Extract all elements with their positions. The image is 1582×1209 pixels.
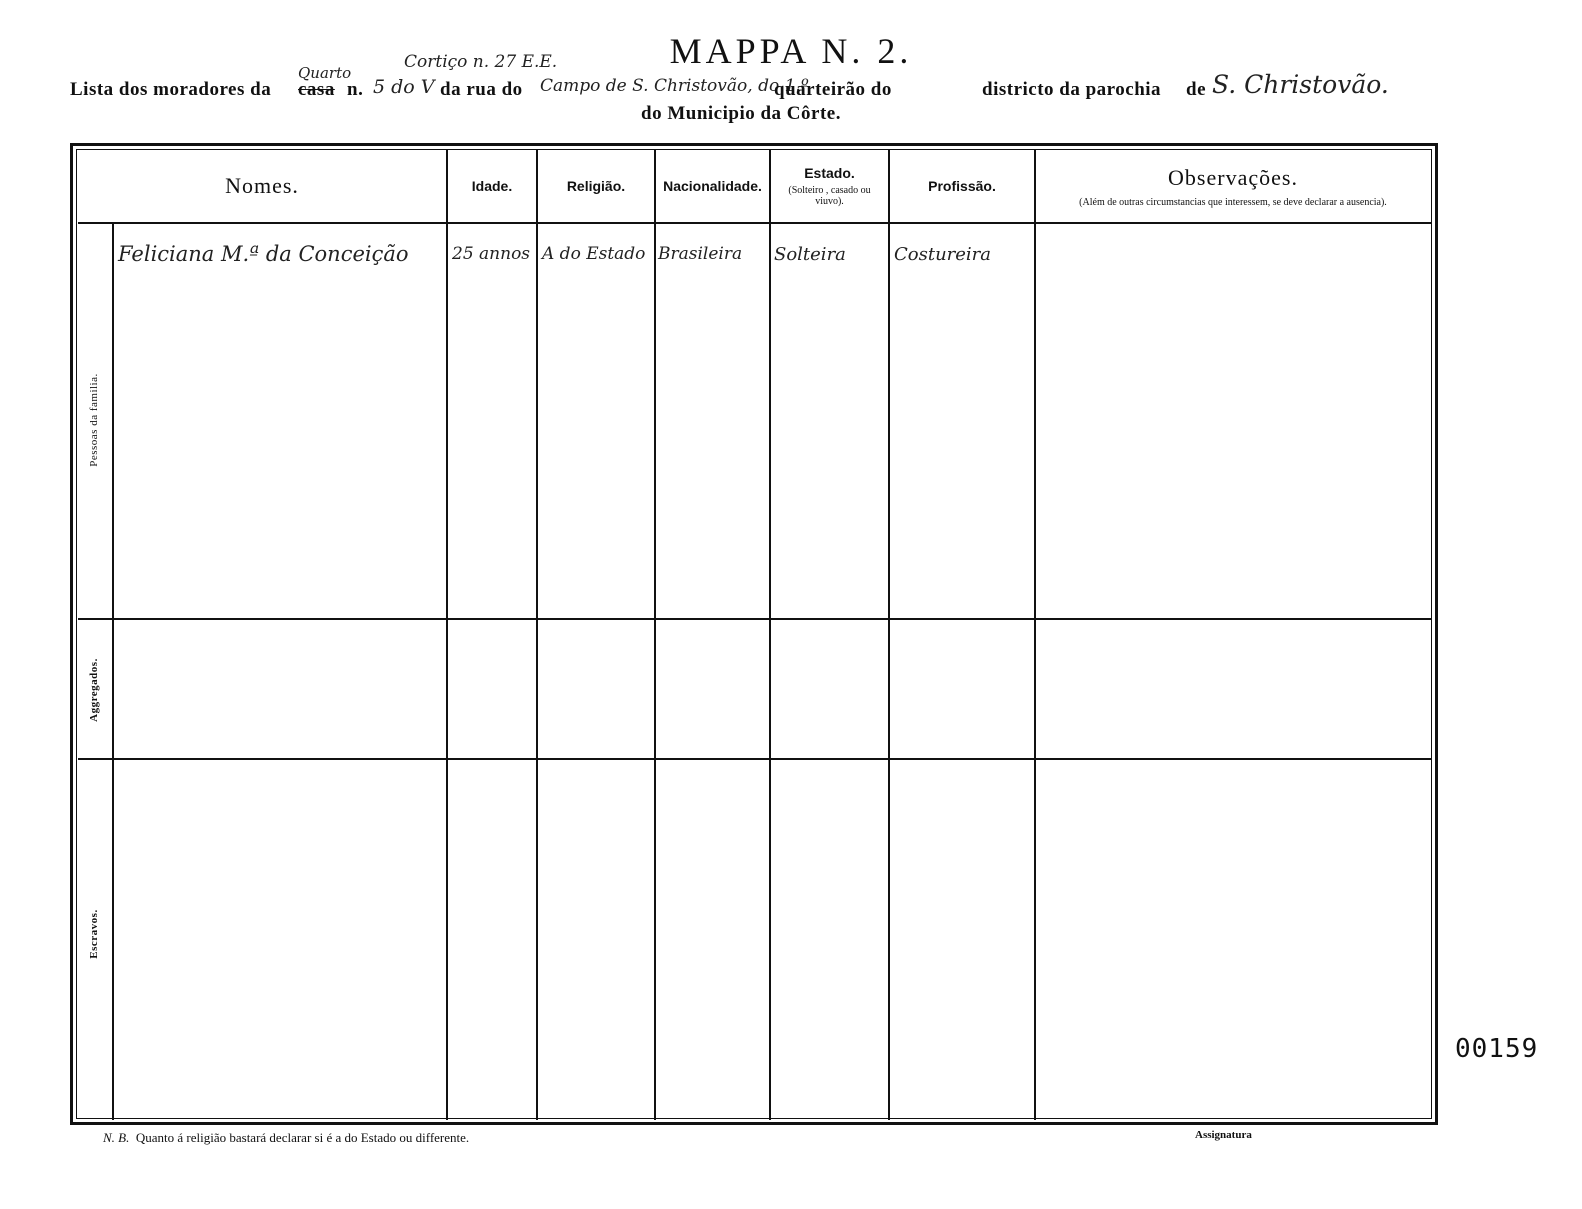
entry-estado: Solteira [774,244,846,265]
col-estado-label: Estado. [804,165,855,181]
col-religiao-label: Religião. [566,178,626,194]
casa-struck: casa [298,79,335,100]
table-inner-border [76,149,1432,1119]
col-sep-idade [446,150,448,1120]
col-observacoes-note: (Além de outras circumstancias que interessem, se deve declarar a ausencia). [1079,196,1387,208]
parish-handwritten: S. Christovão. [1212,70,1389,99]
section-label-escravos: Escravos. [88,909,100,959]
col-header-religiao [538,152,654,220]
section-label-familia: Pessoas da familia. [88,373,100,467]
col-estado-note: (Solteiro , casado ou viuvo). [788,185,871,207]
footer-nb-label: N. B. [103,1130,130,1145]
da-rua-label: da rua do [440,79,523,100]
street-handwritten: Campo de S. Christovão, do 1.º [540,76,809,96]
col-header-nacionalidade [656,152,769,220]
lista-prefix: Lista dos moradores da [70,79,272,100]
col-sep-profissao [888,150,890,1120]
col-sep-religiao [536,150,538,1120]
col-nomes-label: Nomes. [225,173,299,198]
col-sep-side [112,224,114,1120]
col-header-profissao [890,152,1034,220]
quarto-handwritten: Quarto [298,64,352,82]
section-label-aggregados: Aggregados. [88,658,100,722]
footer-nb-text: Quanto á religião bastará declarar si é a do Estado ou differente. [135,1130,470,1145]
municipio-label: do Municipio da Côrte. [641,103,841,124]
header-separator [78,222,1432,224]
entry-nome: Feliciana M.ª da Conceição [118,242,409,266]
quarteirao-label: quarteirão do [774,79,892,100]
entry-idade: 25 annos [452,244,531,264]
col-header-estado [771,152,888,220]
entry-nacionalidade: Brasileira [658,244,743,264]
col-sep-observacoes [1034,150,1036,1120]
col-nacionalidade-label: Nacionalidade. [663,178,762,194]
col-sep-nacionalidade [654,150,656,1120]
house-number-handwritten: 5 do V [373,76,435,98]
col-header-observacoes [1036,152,1430,220]
footer-note [103,1130,469,1146]
archive-stamp-number: 00159 [1455,1034,1539,1064]
col-sep-estado [769,150,771,1120]
entry-profissao: Costureira [894,244,992,265]
n-label: n. [347,79,364,100]
section-sep-aggregados [78,618,1432,620]
de-label: de [1186,79,1206,100]
section-sep-escravos [78,758,1432,760]
signature-label: Assignatura [1195,1129,1252,1141]
col-idade-label: Idade. [471,178,513,194]
districto-label: districto da parochia [982,79,1162,100]
page-title: MAPPA N. 2. [669,31,913,71]
cortico-handwritten: Cortiço n. 27 E.E. [404,52,558,72]
col-observacoes-label: Observações. [1168,164,1298,190]
entry-religiao: A do Estado [542,244,646,264]
col-header-idade [448,152,536,220]
col-profissao-label: Profissão. [928,178,996,194]
col-header-nomes [78,152,446,220]
